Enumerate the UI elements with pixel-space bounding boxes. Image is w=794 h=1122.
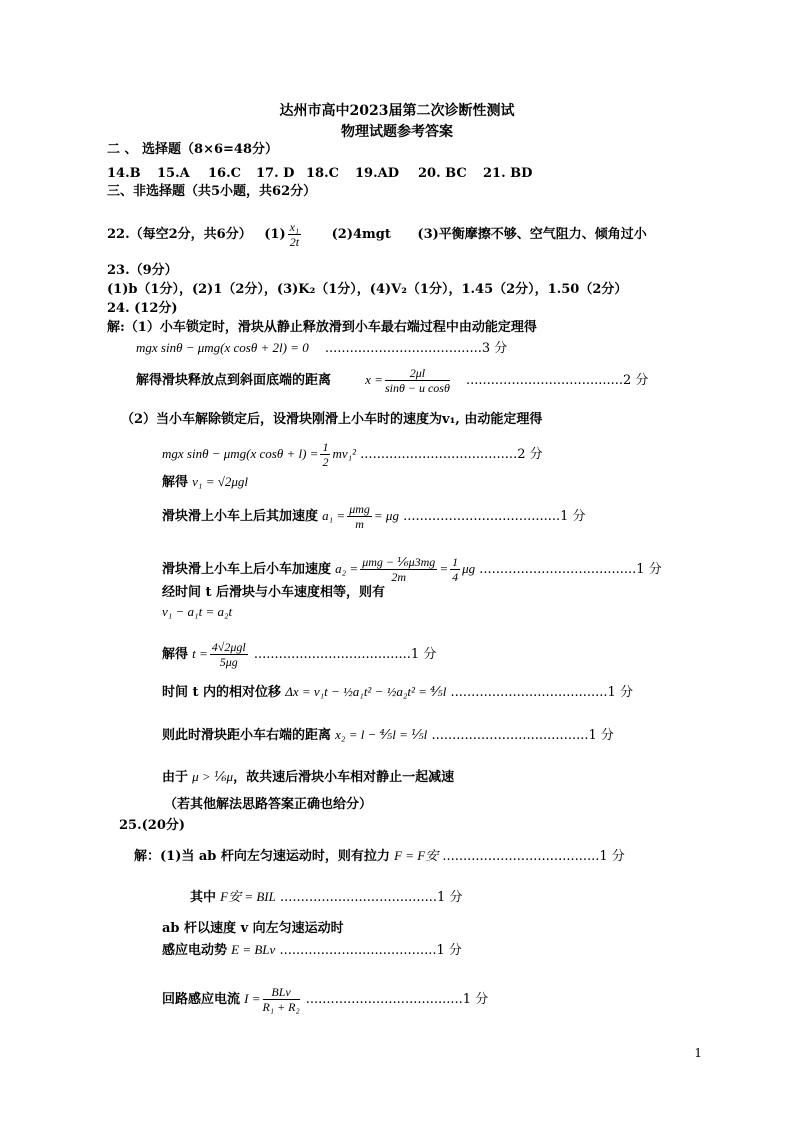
- q24-eq4: v₁ = √2μgl: [192, 474, 248, 489]
- q25-step1: 解：(1)当 ab 杆向左匀速运动时，则有拉力: [134, 849, 390, 864]
- q24-eq1: mgx sinθ − μmg(x cosθ + 2l) = 0: [136, 340, 309, 355]
- q22-part2: (2)4mgt: [331, 227, 391, 242]
- q24-eq3-num: 1: [322, 440, 329, 454]
- q24-eq8-num: 4√2μgl: [211, 640, 246, 654]
- mc-answer: 14.B: [107, 166, 141, 181]
- q25-eq2-line: [190, 889, 462, 906]
- q25-eq5-num: BLv: [263, 985, 300, 1000]
- q22-line: [107, 220, 647, 249]
- mc-answer: 21. BD: [483, 166, 533, 181]
- q22-part3: (3)平衡摩擦不够、空气阻力、倾角过小: [417, 227, 647, 242]
- q24-eq5-score: ......................................1 分: [403, 509, 586, 524]
- mc-answer: 16.C: [208, 166, 241, 181]
- q24-step7: 经时间 t 后滑块与小车速度相等，则有: [162, 585, 386, 600]
- mc-answer: 15.A: [157, 166, 190, 181]
- q25-eq5-score: ......................................1 分: [305, 992, 489, 1007]
- q24-eq1-line: [136, 340, 507, 357]
- q24-step1: 解:（1）小车锁定时，滑块从静止释放滑到小车最右端过程中由动能定理得: [107, 320, 537, 335]
- q24-eq6-num2: 1: [452, 555, 459, 569]
- q25-eq4-score: ......................................1 分: [279, 943, 462, 958]
- q24-eq6-rhs: μg: [462, 561, 476, 576]
- q24-eq8-line: [162, 640, 436, 669]
- q22-part1-label: (1): [264, 227, 286, 242]
- q24-eq5-fraction: [347, 502, 372, 531]
- q24-eq8-fraction: [210, 640, 248, 669]
- q25-eq5-lhs: I =: [244, 991, 261, 1006]
- q24-step5: 滑块滑上小车上后其加速度: [162, 509, 319, 524]
- q24-step8: 解得: [162, 647, 189, 662]
- q25-eq5-line: [162, 985, 488, 1014]
- q24-eq5-lhs: a₁ =: [322, 508, 346, 523]
- q24-eq6-lhs: a₂ =: [335, 561, 359, 576]
- q24-eq6-fraction: [360, 555, 437, 584]
- q24-eq2-line: [136, 366, 648, 395]
- q24-eq3-den: 2: [322, 455, 329, 469]
- doc-subtitle: 物理试题参考答案: [341, 124, 453, 140]
- section-3-heading: 三、非选择题（共5小题，共62分）: [107, 184, 317, 199]
- q24-eq2-lhs: x =: [365, 372, 383, 387]
- q25-eq2: F安 = BIL: [220, 889, 276, 904]
- q24-eq3-score: ......................................2 分: [360, 447, 543, 462]
- q24-step4: 解得: [162, 475, 189, 490]
- q25-eq1-line: [134, 848, 625, 865]
- q24-eq9-score: ......................................1 分: [450, 685, 633, 700]
- q24-eq4-line: [162, 474, 248, 491]
- q24-eq6-score: ......................................1 分: [479, 562, 662, 577]
- q24-eq6-fraction2: [450, 555, 460, 584]
- q24-eq6-num: μmg − ⅙μ3mg: [362, 555, 436, 569]
- q25-eq5-fraction: [263, 985, 300, 1014]
- q24-eq8-lhs: t =: [192, 646, 208, 661]
- q24-eq5-line: [162, 502, 586, 531]
- q24-eq6-line: [162, 555, 662, 584]
- q24-step10: 则此时滑块距小车右端的距离: [162, 728, 332, 743]
- mc-answer: 20. BC: [418, 166, 467, 181]
- q24-eq5-rhs: = μg: [373, 508, 399, 523]
- q24-eq3-fraction: [320, 440, 330, 469]
- page-number: 1: [694, 1046, 702, 1060]
- q24-eq10-line: [162, 727, 614, 744]
- mc-answer: 19.AD: [355, 166, 399, 181]
- doc-title: 达州市高中2023届第二次诊断性测试: [279, 103, 515, 119]
- q24-eq7: v₁ − a₁t = a₂t: [162, 604, 233, 619]
- q24-eq5-num: μmg: [349, 502, 370, 516]
- q24-eq6-den: 2m: [391, 570, 407, 584]
- mc-answer: 17. D: [256, 166, 295, 181]
- q24-eq9: Δx = v₁t − ½a₁t² − ½a₂t² = ⅘l: [285, 684, 447, 699]
- q24-eq2-score: ......................................2 分: [465, 373, 649, 388]
- q22-frac-den: 2t: [289, 235, 300, 249]
- q23-label: 23.（9分）: [107, 263, 178, 278]
- q25-step2: 其中: [190, 890, 217, 905]
- q24-eq6-mid: =: [439, 561, 449, 576]
- q25-step5: 回路感应电流: [162, 992, 241, 1007]
- q24-eq11: μ > ⅙μ: [192, 769, 234, 784]
- q24-eq5-den: m: [355, 517, 364, 531]
- q22-fraction: [288, 220, 302, 249]
- q25-step4: 感应电动势: [162, 943, 228, 958]
- q24-eq8-score: ......................................1 分: [253, 647, 437, 662]
- q24-eq2-num: 2μl: [385, 366, 450, 381]
- q24-eq11-line: [162, 769, 454, 786]
- q24-eq1-score: ......................................3 分: [324, 341, 508, 356]
- q24-eq10: x₂ = l − ⅘l = ⅕l: [335, 727, 428, 742]
- section-2-heading: 二 、 选择题（8×6=48分）: [107, 142, 279, 157]
- q24-label: 24. (12分): [107, 301, 178, 316]
- q25-eq1-score: ......................................1 分: [442, 849, 625, 864]
- q24-eq3-lhs: mgx sinθ − μmg(x cosθ + l) =: [162, 446, 319, 461]
- q24-step11: 由于: [162, 770, 189, 785]
- q24-eq3-rhs: mv₁²: [332, 446, 357, 461]
- q24-note: （若其他解法思路答案正确也给分）: [164, 797, 373, 812]
- q24-step2: 解得滑块释放点到斜面底端的距离: [136, 373, 332, 388]
- q25-eq4: E = BLv: [231, 942, 276, 957]
- q25-eq5-den: R₁ + R₂: [262, 1000, 300, 1014]
- q23-answers: (1)b（1分），(2)1（2分），(3)K₂（1分），(4)V₂（1分），1.45（2分），1.50（2分）: [107, 282, 628, 297]
- q24-eq3-line: [162, 440, 543, 469]
- q25-step3: ab 杆以速度 v 向左匀速运动时: [162, 921, 344, 936]
- q24-step11b: ，故共速后滑块小车相对静止一起减速: [233, 770, 455, 785]
- q24-eq10-score: ......................................1 分: [431, 728, 614, 743]
- q22-label: 22.（每空2分，共6分）: [107, 227, 252, 242]
- q24-eq2-fraction: [385, 366, 450, 395]
- q24-eq2-den: sinθ − u cosθ: [384, 381, 450, 395]
- q25-eq4-line: [162, 942, 462, 959]
- q24-step6: 滑块滑上小车上后小车加速度: [162, 562, 332, 577]
- q24-step3: （2）当小车解除锁定后，设滑块刚滑上小车时的速度为v₁, 由动能定理得: [121, 412, 543, 427]
- q24-eq6-den2: 4: [452, 570, 459, 584]
- mc-answer: 18.C: [306, 166, 339, 181]
- q24-eq8-den: 5μg: [219, 655, 238, 669]
- q25-eq1: F = F安: [394, 848, 439, 863]
- q24-step9: 时间 t 内的相对位移: [162, 685, 282, 700]
- q22-frac-num: x₁: [289, 220, 300, 234]
- q25-eq2-score: ......................................1 分: [280, 890, 463, 905]
- q24-eq9-line: [162, 684, 633, 701]
- q25-label: 25.(20分): [119, 818, 186, 833]
